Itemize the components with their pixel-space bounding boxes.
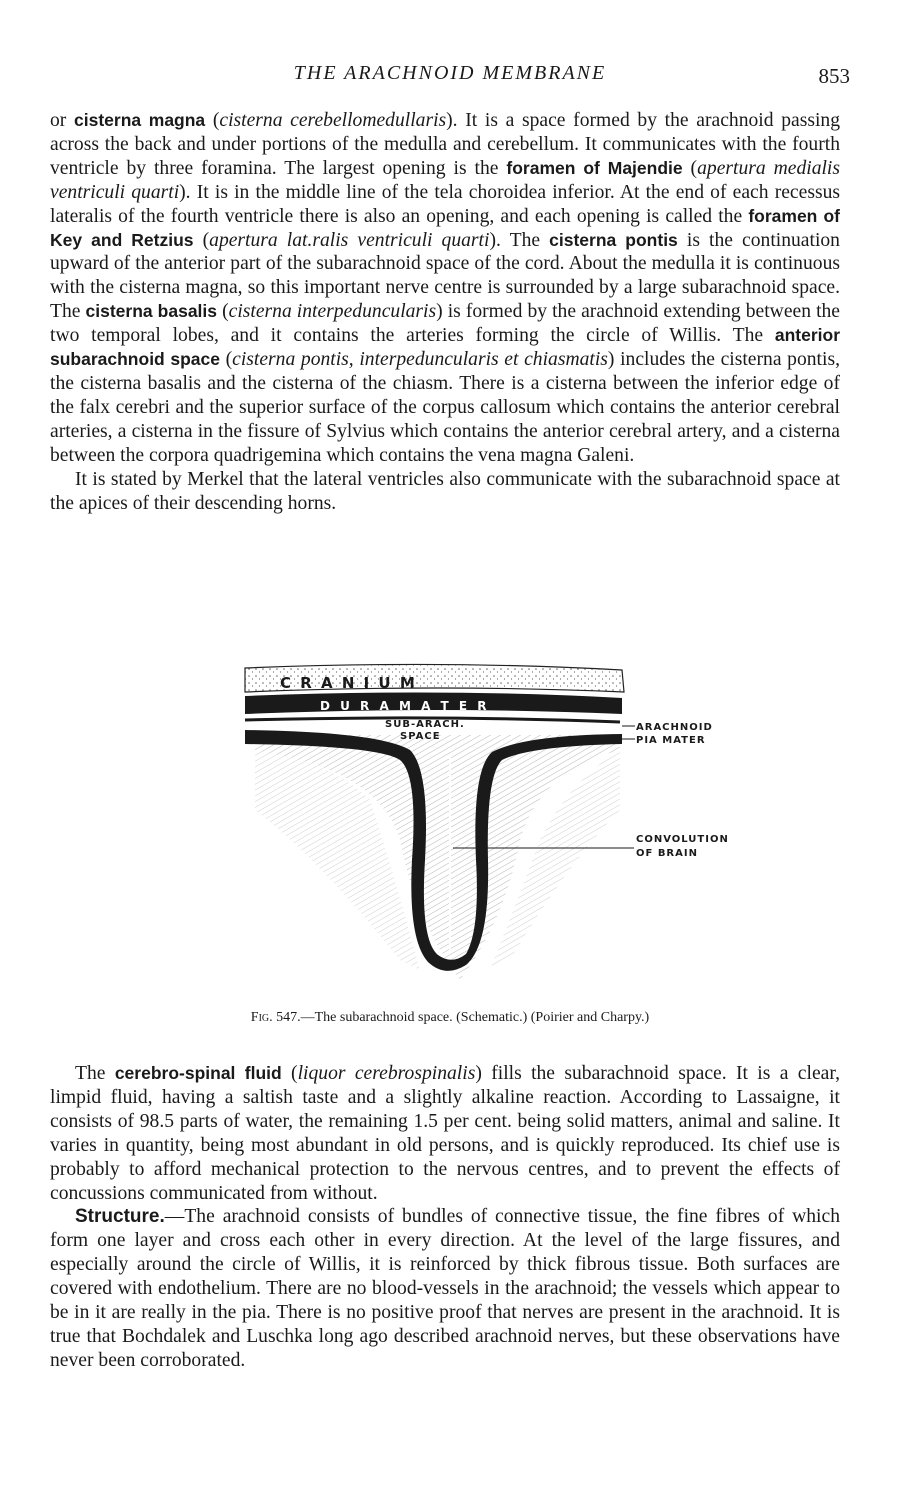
body-text-top bbox=[50, 109, 840, 515]
italic-term: cisterna cerebellomedullaris bbox=[219, 110, 447, 131]
italic-term: apertura medialis ventriculi quarti bbox=[50, 157, 840, 203]
bold-term: foramen of Majendie bbox=[506, 157, 683, 178]
italic-term: liquor cerebrospinalis bbox=[297, 1063, 476, 1084]
text-run: The bbox=[75, 1063, 115, 1084]
subarachnoid-diagram bbox=[240, 660, 760, 990]
sub-arach-label-1: SUB-ARACH. bbox=[385, 719, 465, 730]
text-run: ( bbox=[682, 157, 698, 179]
paragraph-merkel: It is stated by Merkel that the lateral ventricles also communicate with the subarachnoid space at the apices of their descending horns. bbox=[50, 468, 840, 514]
bold-term: cisterna pontis bbox=[549, 229, 678, 250]
text-run: ). It is in the middle line of the tela choroidea inferior. At the end of each recessus lateralis of the fourth ventricle there is also an opening, and each opening is called the bbox=[50, 181, 840, 227]
dura-mater-label: D U R A M A T E R bbox=[320, 699, 490, 713]
cranium-label: C R A N I U M bbox=[280, 674, 417, 692]
text-run: ). It is a space formed by the arachnoid passing across the back and under portions of the medulla and cerebellum. It communicates with the fourth ventricle by three foramina. The largest opening is the bbox=[50, 110, 840, 179]
bold-term: cisterna magna bbox=[74, 110, 206, 130]
paragraph-structure bbox=[50, 1205, 840, 1372]
text-run: ( bbox=[205, 110, 220, 131]
figure-caption-text: —The subarachnoid space. (Schematic.) (Poirier and Charpy.) bbox=[300, 1010, 650, 1025]
sub-arach-label-2: SPACE bbox=[400, 731, 441, 742]
text-run: is the continuation upward of the anterior part of the subarachnoid space of the cord. About the medulla it is continuous with the cisterna magna, so this important nerve centre is surrounded by a large subarachnoid space. The bbox=[50, 229, 840, 323]
paragraph-cerebro-spinal-fluid bbox=[50, 1062, 840, 1205]
arachnoid-label: ARACHNOID bbox=[636, 722, 713, 733]
pia-mater-label: PIA MATER bbox=[636, 735, 706, 746]
convolution-label-2: OF BRAIN bbox=[636, 848, 698, 859]
text-run: ) is formed by the arachnoid extending between the two temporal lobes, and it contains the arteries forming the circle of Willis. The bbox=[50, 301, 841, 347]
text-run: ( bbox=[219, 349, 233, 371]
italic-term: cisterna pontis, interpeduncularis et chiasmatis bbox=[232, 349, 608, 371]
bold-term: cerebro-spinal fluid bbox=[114, 1063, 282, 1083]
text-run: ) includes the cisterna pontis, the cisterna basalis and the cisterna of the chiasm. There is a cisterna between the inferior edge of the falx cerebri and the superior surface of the corpus callosum which contains the anterior cerebral arteries, a cisterna in the fissure of Sylvius which contains the anterior cerebral artery, and a cisterna between the corpora quadrigemina which contains the vena magna Galeni. bbox=[50, 349, 840, 466]
bold-term: Structure. bbox=[75, 1206, 165, 1228]
bold-term: cisterna basalis bbox=[85, 301, 218, 322]
italic-term: cisterna interpeduncularis bbox=[228, 301, 437, 323]
page-number: 853 bbox=[818, 64, 850, 88]
figure-number: Fig. 547. bbox=[250, 1010, 301, 1025]
figure-caption bbox=[0, 1010, 900, 1026]
paragraph-cisterna-magna bbox=[50, 109, 840, 468]
text-run: ( bbox=[281, 1063, 298, 1084]
text-run: ). The bbox=[489, 229, 550, 251]
text-run: —The arachnoid consists of bundles of connective tissue, the fine fibres of which form one layer and cross each other in every direction. At the level of the large fissures, and especially around the circle of Willis, it is reinforced by thick fibrous tissue. Both surfaces are covered with endothelium. There are no blood-vessels in the arachnoid; the vessels which appear to be in it are really in the pia. There is no positive proof that nerves are present in the arachnoid. It is true that Bochdalek and Luschka long ago described arachnoid nerves, but these observations have never been corroborated. bbox=[50, 1206, 840, 1371]
italic-term: apertura lat.ralis ventriculi quarti bbox=[209, 229, 490, 251]
text-run: ( bbox=[193, 229, 210, 251]
convolution-label-1: CONVOLUTION bbox=[636, 834, 729, 845]
page-header bbox=[50, 62, 850, 92]
bold-term: anterior subarachnoid space bbox=[50, 325, 840, 370]
body-text-bottom bbox=[50, 1062, 840, 1373]
bold-term: foramen of Key and Retzius bbox=[50, 205, 840, 250]
figure-547 bbox=[240, 660, 760, 990]
text-run: or bbox=[50, 110, 74, 131]
text-run: ) fills the subarachnoid space. It is a clear, limpid fluid, having a saltish taste and a slightly alkaline reaction. According to Lassaigne, it consists of 98.5 parts of water, the remaining 1.5 per cent. being solid matters, animal and saline. It varies in quantity, being most abundant in old persons, and is quickly reproduced. Its chief use is probably to afford mechanical protection to the nervous centres, and to prevent the effects of concussions communicated from without. bbox=[50, 1063, 840, 1204]
running-title: THE ARACHNOID MEMBRANE bbox=[293, 62, 607, 84]
text-run: ( bbox=[217, 301, 229, 323]
